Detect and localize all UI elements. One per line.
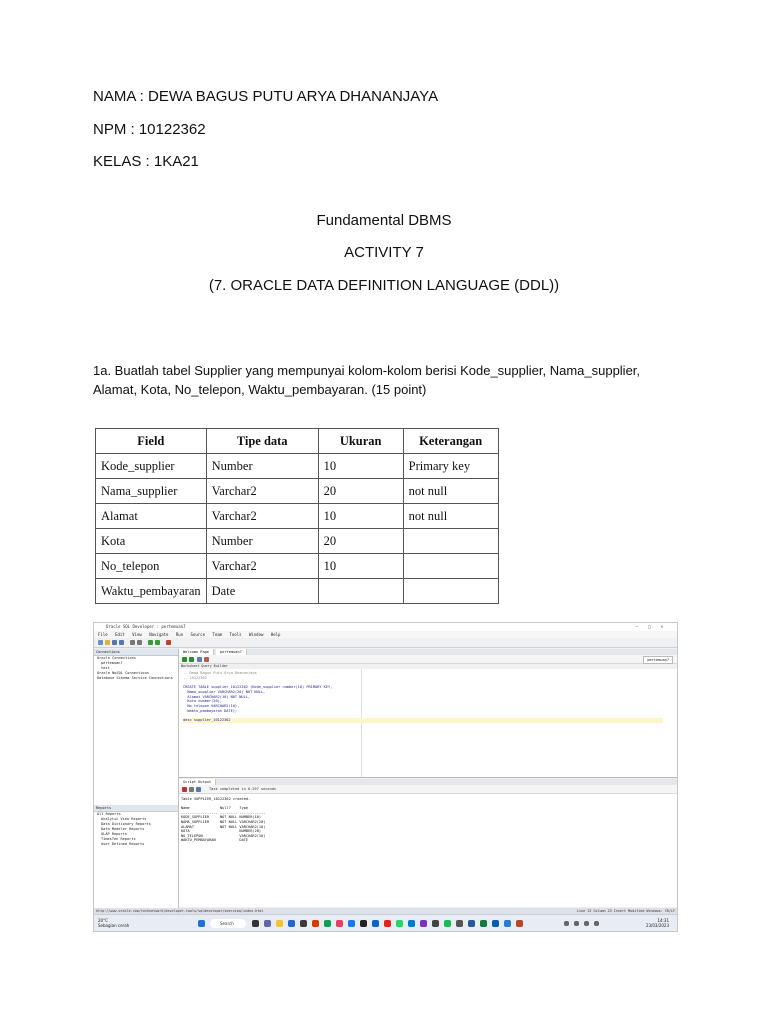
app-icon[interactable] — [288, 920, 295, 927]
output-line: WAKTU_PEMBAYARAN DATE — [181, 838, 249, 843]
cell — [318, 579, 403, 604]
wifi-icon[interactable] — [574, 921, 579, 926]
tree-item[interactable]: Analytic View Reports — [101, 817, 147, 821]
app-icon[interactable] — [324, 920, 331, 927]
output-line: ----------------- -------- ------------ — [181, 810, 266, 815]
student-name: NAMA : DEWA BAGUS PUTU ARYA DHANANJAYA — [93, 88, 439, 105]
menu-view[interactable]: View — [132, 632, 142, 637]
cell: 10 — [318, 554, 403, 579]
tab-welcome[interactable]: Welcome Page — [179, 649, 214, 655]
tree-item[interactable]: OLAP Reports — [101, 832, 127, 836]
header-size: Ukuran — [318, 429, 403, 454]
redo-icon[interactable] — [137, 640, 142, 645]
topic-title: (7. ORACLE DATA DEFINITION LANGUAGE (DDL)) — [208, 277, 560, 294]
connections-tree — [94, 656, 178, 681]
app-icon[interactable] — [372, 920, 379, 927]
output-status: Task completed in 0.297 seconds — [209, 787, 277, 791]
battery-icon[interactable] — [594, 921, 599, 926]
rollback-icon[interactable] — [204, 657, 209, 662]
code-line: Nama_supplier VARCHAR2(20) NOT NULL, — [183, 689, 266, 694]
header-type: Tipe data — [206, 429, 318, 454]
save-output-icon[interactable] — [196, 787, 201, 792]
cell: No_telepon — [96, 554, 207, 579]
tree-item[interactable]: TimesTen Reports — [101, 837, 136, 841]
pin-icon[interactable] — [182, 787, 187, 792]
table-row — [96, 579, 499, 604]
app-icon[interactable] — [492, 920, 499, 927]
reports-tree — [94, 812, 178, 847]
student-class: KELAS : 1KA21 — [93, 153, 199, 170]
output-line: NO_TELEPON VARCHAR2(10) — [181, 833, 266, 838]
table-row — [96, 529, 499, 554]
app-icon[interactable] — [480, 920, 487, 927]
save-icon[interactable] — [112, 640, 117, 645]
clock-time: 14:31 — [657, 918, 669, 923]
code-line: desc supplier_10122362 — [183, 718, 663, 723]
weather-desc: Sebagian cerah — [98, 923, 130, 928]
start-icon[interactable] — [198, 920, 205, 927]
app-icon[interactable] — [360, 920, 367, 927]
output-toolbar — [179, 785, 677, 794]
menu-edit[interactable]: Edit — [115, 632, 125, 637]
cell: Varchar2 — [206, 504, 318, 529]
cell: Waktu_pembayaran — [96, 579, 207, 604]
new-icon[interactable] — [98, 640, 103, 645]
question-text: 1a. Buatlah tabel Supplier yang mempunyai kolom-kolom berisi Kode_supplier, Nama_supplier, Alamat, Kota, No_telepon, Waktu_pembayaran. (15 point) — [93, 363, 641, 397]
connection-badge[interactable]: pertemuan7 — [643, 656, 673, 664]
cell: Date — [206, 579, 318, 604]
app-icon[interactable] — [336, 920, 343, 927]
app-icon[interactable] — [444, 920, 451, 927]
commit-icon[interactable] — [197, 657, 202, 662]
output-line: Name Null? Type — [181, 806, 249, 811]
main-toolbar — [94, 638, 677, 648]
table-header-row — [96, 429, 499, 454]
tree-item[interactable]: Oracle NoSQL Connections — [97, 671, 149, 675]
reports-panel — [94, 805, 178, 847]
menu-navigate[interactable]: Navigate — [149, 632, 169, 637]
status-url: http://www.oracle.com/technetwork/developer-tools/sqldeveloper/overview/index.html — [96, 909, 264, 913]
menu-tools[interactable]: Tools — [229, 632, 242, 637]
menu-file[interactable]: File — [98, 632, 108, 637]
menu-run[interactable]: Run — [175, 632, 184, 637]
run-statement-icon[interactable] — [182, 657, 187, 662]
cell: 20 — [318, 479, 403, 504]
menu-team[interactable]: Team — [212, 632, 223, 637]
output-line: KOTA NUMBER(20) — [181, 829, 262, 834]
sql-worksheet — [179, 649, 677, 778]
tab-pertemuan7[interactable]: pertemuan7 — [216, 649, 247, 655]
explorer-icon[interactable] — [276, 920, 283, 927]
cell: Number — [206, 529, 318, 554]
table-row — [96, 479, 499, 504]
window-title: Oracle SQL Developer : pertemuan7 — [106, 624, 186, 629]
tree-item[interactable]: Database Schema Service Connections — [97, 676, 173, 680]
cell: Kode_supplier — [96, 454, 207, 479]
cell: Varchar2 — [206, 479, 318, 504]
cell: 20 — [318, 529, 403, 554]
course-title: Fundamental DBMS — [316, 212, 452, 229]
status-right: Line 13 Column 23 Insert Modified Windows: CR/LF — [577, 909, 675, 913]
left-panel — [94, 649, 179, 923]
supplier-spec-table — [95, 428, 499, 604]
undo-icon[interactable] — [130, 640, 135, 645]
app-icon[interactable] — [516, 920, 523, 927]
connections-header: Connections — [94, 649, 178, 656]
table-row — [96, 504, 499, 529]
code-line: Kota number(20), — [183, 699, 222, 704]
tree-item[interactable]: All Reports — [97, 812, 121, 816]
app-icon[interactable] — [348, 920, 355, 927]
code-line: No_telepon VARCHAR2(10), — [183, 703, 240, 708]
menu-window[interactable]: Window — [248, 632, 264, 637]
db-icon[interactable] — [166, 640, 171, 645]
code-line: CREATE TABLE supplier_10122362 (Kode_supplier number(10) PRIMARY KEY, — [183, 685, 333, 690]
weather-widget[interactable] — [98, 918, 129, 928]
taskview-icon[interactable] — [252, 920, 259, 927]
tree-item[interactable]: pertemuan7 — [101, 661, 123, 665]
code-line: Alamat VARCHAR2(10) NOT NULL, — [183, 694, 251, 699]
cell — [403, 554, 498, 579]
output-line: KODE_SUPPLIER NOT NULL NUMBER(10) — [181, 815, 262, 820]
cell — [403, 579, 498, 604]
student-npm: NPM : 10122362 — [93, 121, 206, 138]
tree-item[interactable]: User Defined Reports — [101, 842, 145, 846]
clear-icon[interactable] — [189, 787, 194, 792]
back-icon[interactable] — [148, 640, 153, 645]
cell: Nama_supplier — [96, 479, 207, 504]
volume-icon[interactable] — [584, 921, 589, 926]
cell: Alamat — [96, 504, 207, 529]
menu-source[interactable]: Source — [190, 632, 205, 637]
menu-bar — [94, 631, 677, 638]
app-icon[interactable] — [408, 920, 415, 927]
app-icon[interactable] — [396, 920, 403, 927]
app-icon[interactable] — [468, 920, 475, 927]
tree-item[interactable]: Data Modeler Reports — [101, 827, 145, 831]
output-line: NAMA_SUPPLIER NOT NULL VARCHAR2(20) — [181, 819, 266, 824]
app-icon[interactable] — [384, 920, 391, 927]
cell: 10 — [318, 454, 403, 479]
cell: Primary key — [403, 454, 498, 479]
output-line: Table SUPPLIER_10122362 created. — [181, 797, 251, 801]
output-text — [179, 794, 677, 846]
tree-item[interactable]: test — [101, 666, 110, 670]
sql-developer-screenshot — [93, 622, 678, 932]
windows-taskbar — [94, 914, 677, 932]
app-icon[interactable] — [456, 920, 463, 927]
cell: Kota — [96, 529, 207, 554]
code-line: Waktu_pembayaran DATE); — [183, 708, 238, 713]
window-controls-icon: –□× — [635, 624, 673, 629]
forward-icon[interactable] — [155, 640, 160, 645]
cell: 10 — [318, 504, 403, 529]
tray-icon[interactable] — [564, 921, 569, 926]
header-note: Keterangan — [403, 429, 498, 454]
activity-title: ACTIVITY 7 — [344, 244, 424, 261]
taskbar-clock[interactable] — [646, 918, 669, 928]
app-icon[interactable] — [300, 920, 307, 927]
open-icon[interactable] — [105, 640, 110, 645]
code-line: -- 10122362 — [183, 675, 207, 680]
weather-temp: 20°C — [98, 918, 108, 923]
script-output-panel — [179, 779, 677, 907]
cell: Varchar2 — [206, 554, 318, 579]
menu-help[interactable]: Help — [270, 632, 281, 637]
run-script-icon[interactable] — [189, 657, 194, 662]
tab-script-output[interactable]: Script Output — [179, 779, 216, 785]
worksheet-toolbar — [179, 655, 677, 664]
app-icon[interactable] — [312, 920, 319, 927]
table-row — [96, 554, 499, 579]
code-line: -- Dewa Bagus Putu Arya Dhananjaya — [183, 671, 257, 675]
save-all-icon[interactable] — [119, 640, 124, 645]
cell: not null — [403, 504, 498, 529]
app-icon[interactable] — [420, 920, 427, 927]
cell — [403, 529, 498, 554]
taskbar-search[interactable]: Search — [210, 919, 246, 928]
tree-item[interactable]: Oracle Connections — [97, 656, 136, 660]
output-line: ALAMAT NOT NULL VARCHAR2(10) — [181, 824, 266, 829]
app-icon[interactable] — [432, 920, 439, 927]
chat-icon[interactable] — [264, 920, 271, 927]
sql-code-editor[interactable] — [179, 669, 362, 777]
window-titlebar — [94, 623, 677, 631]
app-icon[interactable] — [504, 920, 511, 927]
cell: Number — [206, 454, 318, 479]
clock-date: 23/03/2023 — [645, 923, 669, 928]
reports-header: Reports — [94, 805, 178, 812]
worksheet-subtabs[interactable]: Worksheet Query Builder — [179, 664, 677, 669]
table-row — [96, 454, 499, 479]
header-field: Field — [96, 429, 207, 454]
tree-item[interactable]: Data Dictionary Reports — [101, 822, 151, 826]
cell: not null — [403, 479, 498, 504]
